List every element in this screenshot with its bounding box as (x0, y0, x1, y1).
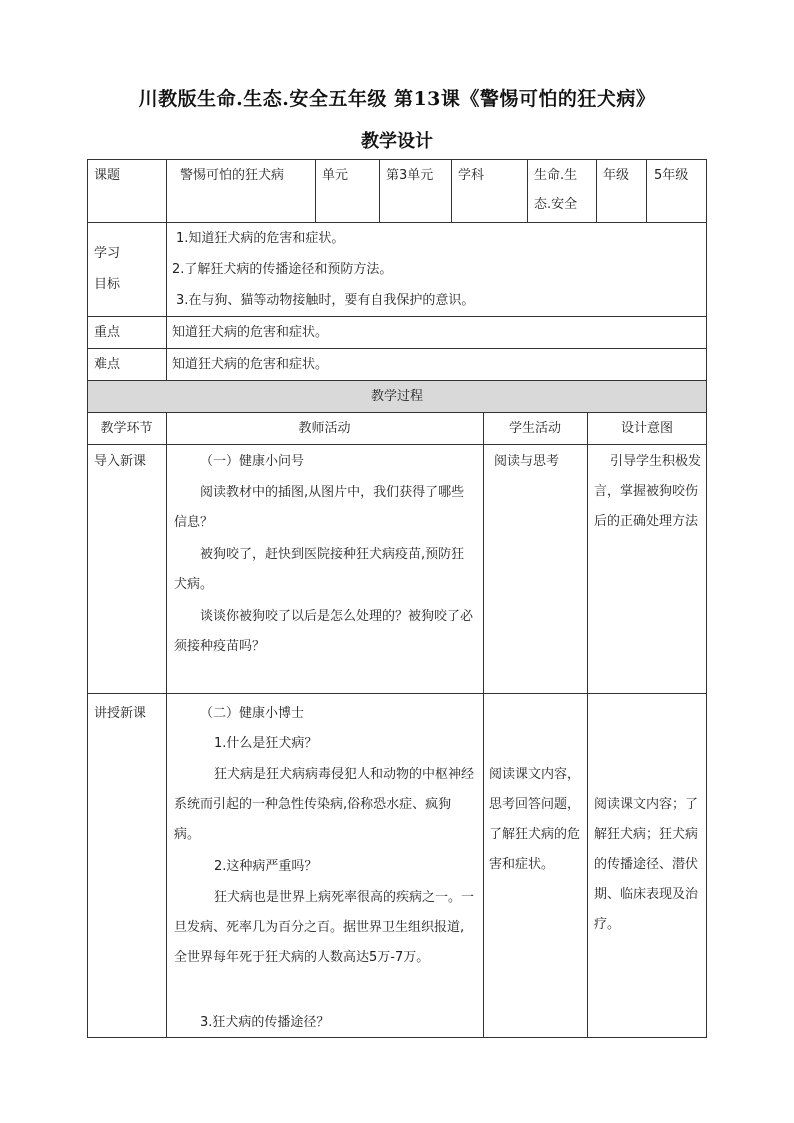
column-header-teacher: 教师活动 (298, 421, 351, 436)
lecture-teacher-heading: （二）健康小博士 (200, 706, 305, 721)
subject-label: 学科 (458, 168, 485, 183)
unit-value: 第3单元 (386, 168, 434, 183)
grade-value: 5年级 (654, 168, 689, 183)
lecture-teacher-paragraph: 狂犬病也是世界上病死率很高的疾病之一。一旦发病、死率几为百分之百。据世界卫生组织报道,全世界每年死于狂犬病的人数高达5万-7万。 (174, 890, 475, 965)
lecture-design-intent: 阅读课文内容；了解狂犬病；狂犬病的传播途径、潜伏期、临床表现及治疗。 (594, 797, 699, 932)
subject-value-line-2: 态.安全 (534, 197, 578, 212)
lecture-teacher-subheading: 3.狂犬病的传播途径？ (200, 1015, 330, 1030)
lecture-stage: 讲授新课 (94, 706, 147, 721)
lecture-teacher-subheading: 1.什么是狂犬病？ (214, 736, 318, 751)
lecture-teacher-paragraph: 狂犬病是狂犬病病毒侵犯人和动物的中枢神经系统而引起的一种急性传染病,俗称恐水症、疯狗病。 (174, 767, 475, 842)
process-header: 教学过程 (370, 389, 423, 404)
unit-label: 单元 (322, 168, 349, 183)
intro-student-activity: 阅读与思考 (494, 454, 560, 469)
intro-stage: 导入新课 (94, 454, 147, 469)
intro-design-intent: 引导学生积极发言，掌握被狗咬伤后的正确处理方法 (594, 454, 702, 529)
topic-label: 课题 (94, 168, 121, 183)
key-point-label: 重点 (94, 325, 121, 340)
intro-teacher-paragraph: 阅读教材中的插图,从图片中，我们获得了哪些信息？ (174, 485, 465, 530)
goal-item: 3.在与狗、猫等动物接触时，要有自我保护的意识。 (176, 293, 475, 308)
intro-teacher-heading: （一）健康小问号 (200, 454, 305, 469)
document-subtitle: 教学设计 (361, 131, 433, 152)
grade-label: 年级 (603, 168, 630, 183)
lecture-student-activity: 阅读课文内容，思考回答问题，了解狂犬病的危害和症状。 (489, 767, 581, 872)
column-header-student: 学生活动 (508, 421, 561, 436)
goals-label-line-2: 目标 (94, 277, 121, 292)
subject-value-line-1: 生命.生 (534, 168, 578, 183)
document-title: 川教版生命.生态.安全五年级 第13课《警惕可怕的狂犬病》 (138, 88, 656, 110)
difficulty-label: 难点 (94, 357, 121, 372)
goal-item: 2.了解狂犬病的传播途径和预防方法。 (172, 262, 393, 277)
column-header-intent: 设计意图 (620, 421, 673, 436)
column-header-stage: 教学环节 (100, 421, 153, 436)
intro-teacher-paragraph: 被狗咬了，赶快到医院接种狂犬病疫苗,预防狂犬病。 (174, 547, 465, 592)
goals-label-line-1: 学习 (94, 246, 121, 261)
intro-teacher-paragraph: 谈谈你被狗咬了以后是怎么处理的？被狗咬了必须接种疫苗吗？ (174, 609, 474, 654)
key-point-value: 知道狂犬病的危害和症状。 (172, 325, 329, 340)
goal-item: 1.知道狂犬病的危害和症状。 (176, 231, 345, 246)
lecture-teacher-subheading: 2.这种病严重吗？ (214, 859, 318, 874)
difficulty-value: 知道狂犬病的危害和症状。 (172, 357, 329, 372)
topic-value: 警惕可怕的狂犬病 (180, 168, 285, 183)
